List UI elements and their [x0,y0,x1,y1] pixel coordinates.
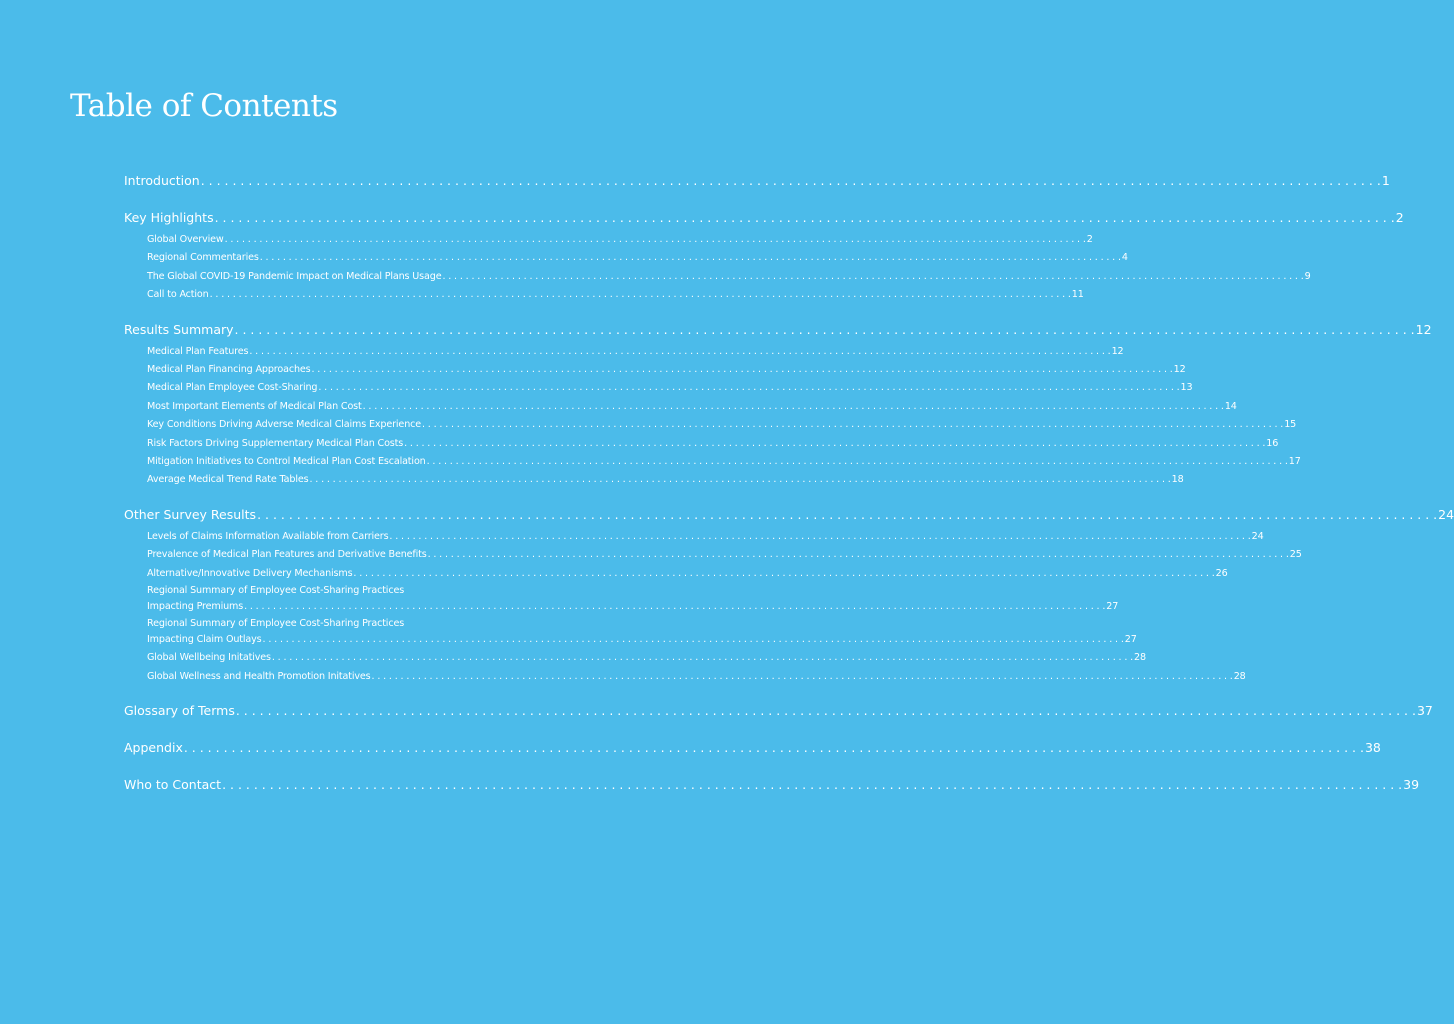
toc-subsection-entry[interactable] [147,453,1301,471]
toc-subsection-entry[interactable] [147,268,1311,286]
toc-page-number: 39 [1403,776,1420,792]
table-of-contents [124,172,1454,813]
toc-subsection-label: Global Wellbeing Initatives [147,652,271,664]
toc-subsection-label: Regional Summary of Employee Cost-Sharing Practices [147,618,405,630]
toc-page-number: 28 [1134,652,1146,664]
toc-subsection-label: Alternative/Innovative Delivery Mechanisms [147,567,353,579]
toc-section [124,702,1433,720]
dot-leader [422,416,1283,434]
toc-subsection-entry[interactable] [147,528,1264,546]
dot-leader [404,435,1265,453]
dot-leader [215,209,1395,227]
toc-subsection-label: Risk Factors Driving Supplementary Medical Plan Costs [147,437,404,449]
toc-page-number: 1 [1381,173,1390,188]
page-title: Table of Contents [70,88,338,124]
toc-section [124,172,1390,190]
toc-section-label: Introduction [124,173,200,188]
toc-section [124,506,1454,686]
toc-section-label: Results Summary [124,321,234,337]
toc-subsection-entry[interactable] [147,398,1237,416]
toc-page-number: 12 [1415,321,1432,337]
toc-page-number: 38 [1364,739,1381,755]
dot-leader [428,546,1289,564]
toc-page-number: 13 [1180,382,1193,394]
toc-page-number: 12 [1111,345,1124,357]
toc-section-entry[interactable] [124,209,1404,227]
toc-subsection-entry[interactable] [147,379,1193,397]
toc-page-number: 28 [1233,670,1246,682]
toc-section-entry[interactable] [124,506,1454,524]
toc-subsection-label: Levels of Claims Information Available from Carriers [147,530,389,542]
toc-subsection-entry[interactable] [147,583,1119,614]
toc-section [124,321,1432,490]
dot-leader [427,453,1288,471]
toc-section [124,209,1404,305]
toc-section [124,776,1420,794]
dot-leader [363,398,1224,416]
dot-leader [201,172,1381,190]
toc-subsection-entry[interactable] [147,343,1124,361]
toc-subsection-label: Global Wellness and Health Promotion Initatives [147,670,371,682]
toc-section [124,739,1381,757]
toc-subsection-entry[interactable] [147,668,1246,686]
dot-leader [309,471,1170,489]
toc-page-number: 12 [1173,364,1186,376]
toc-section-entry[interactable] [124,776,1420,794]
dot-leader [249,343,1110,361]
toc-subsection-entry[interactable] [147,546,1302,564]
toc-section-label: Who to Contact [124,776,222,792]
toc-subsection-entry[interactable] [147,286,1084,304]
toc-subsection-label: Call to Action [147,289,209,301]
toc-subsection-label: Most Important Elements of Medical Plan Cost [147,400,362,412]
toc-section-label: Appendix [124,739,183,755]
dot-leader [225,231,1086,249]
dot-leader [257,506,1437,524]
toc-page-number: 4 [1121,252,1128,264]
dot-leader [244,599,1105,615]
toc-page-number: 9 [1304,270,1311,282]
dot-leader [311,361,1172,379]
toc-subsection-entry[interactable] [147,616,1137,647]
dot-leader [272,649,1133,667]
toc-section-entry[interactable] [124,172,1390,190]
toc-section-entry[interactable] [124,321,1432,339]
toc-subsection-label: Regional Summary of Employee Cost-Sharing Practices [147,585,405,597]
toc-subsection-label-continued: Impacting Claim Outlays [147,633,262,645]
toc-page-number: 17 [1288,456,1301,468]
toc-subsection-label: Regional Commentaries [147,252,259,264]
toc-page-number: 14 [1224,400,1237,412]
toc-section-entry[interactable] [124,702,1433,720]
toc-subsection-list [124,343,1301,490]
toc-subsection-entry[interactable] [147,231,1093,249]
toc-page-number: 27 [1106,600,1119,612]
toc-subsection-label: Global Overview [147,234,224,245]
toc-page-number: 25 [1289,549,1302,561]
toc-page-number: 2 [1086,234,1093,245]
toc-page-number: 27 [1124,633,1137,645]
toc-subsection-label: Average Medical Trend Rate Tables [147,474,309,486]
toc-page-number: 2 [1395,210,1404,225]
toc-page-number: 15 [1284,419,1297,431]
dot-leader [318,379,1179,397]
toc-section-label: Other Survey Results [124,506,257,522]
toc-subsection-list [124,528,1302,686]
toc-subsection-label: Medical Plan Features [147,345,249,357]
toc-page-number: 26 [1215,567,1228,579]
toc-subsection-label: The Global COVID-19 Pandemic Impact on Medical Plans Usage [147,270,442,282]
dot-leader [210,286,1071,304]
dot-leader [260,249,1121,267]
toc-section-entry[interactable] [124,739,1381,757]
toc-subsection-label: Key Conditions Driving Adverse Medical Claims Experience [147,419,421,431]
toc-subsection-entry[interactable] [147,471,1184,489]
toc-subsection-entry[interactable] [147,361,1186,379]
toc-page-number: 37 [1416,702,1433,718]
dot-leader [184,739,1364,757]
toc-subsection-entry[interactable] [147,649,1146,667]
toc-page-number: 11 [1071,289,1084,301]
toc-subsection-entry[interactable] [147,249,1128,267]
toc-section-label: Glossary of Terms [124,702,235,718]
toc-subsection-list [124,231,1311,305]
dot-leader [389,528,1250,546]
dot-leader [442,268,1303,286]
toc-subsection-entry[interactable] [147,565,1228,583]
toc-section-label: Key Highlights [124,210,214,225]
toc-page-number: 16 [1266,437,1279,449]
toc-subsection-label: Medical Plan Financing Approaches [147,364,311,376]
toc-subsection-label: Prevalence of Medical Plan Features and Derivative Benefits [147,549,427,561]
dot-leader [372,668,1233,686]
toc-subsection-label: Mitigation Initiatives to Control Medical Plan Cost Escalation [147,456,426,468]
dot-leader [236,702,1416,720]
toc-page-number: 18 [1171,474,1184,486]
toc-subsection-label: Medical Plan Employee Cost-Sharing [147,382,318,394]
toc-subsection-entry[interactable] [147,416,1297,434]
toc-subsection-entry[interactable] [147,435,1279,453]
toc-subsection-label-continued: Impacting Premiums [147,600,244,612]
dot-leader [353,565,1214,583]
toc-page-number: 24 [1251,530,1264,542]
toc-page-number: 24 [1438,506,1454,522]
dot-leader [263,632,1124,648]
dot-leader [222,776,1402,794]
dot-leader [235,321,1415,339]
